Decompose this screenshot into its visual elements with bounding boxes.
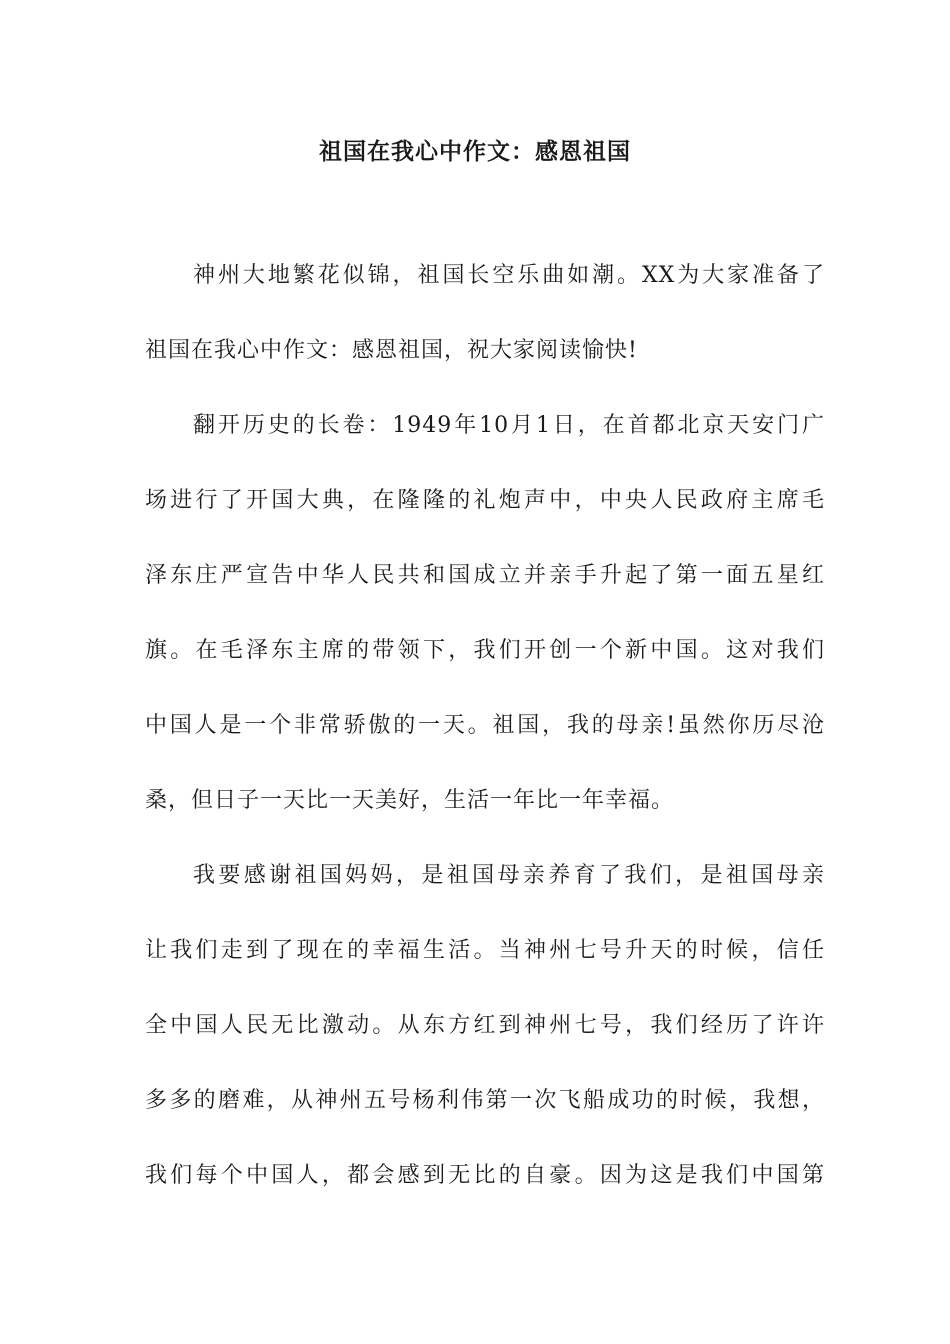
paragraph-2 <box>145 388 825 838</box>
paragraph-line: 我们每个中国人，都会感到无比的自豪。因为这是我们中国第 <box>145 1163 825 1188</box>
paragraph-line: 场进行了开国大典，在隆隆的礼炮声中，中央人民政府主席毛 <box>145 488 825 513</box>
paragraph-line: 让我们走到了现在的幸福生活。当神州七号升天的时候，信任 <box>145 938 825 963</box>
paragraph-line: 我要感谢祖国妈妈，是祖国母亲养育了我们，是祖国母亲 <box>193 863 825 888</box>
paragraph-line: 中国人是一个非常骄傲的一天。祖国，我的母亲!虽然你历尽沧 <box>145 713 825 738</box>
paragraph-line: 多多的磨难，从神州五号杨利伟第一次飞船成功的时候，我想， <box>145 1088 825 1113</box>
document-title: 祖国在我心中作文：感恩祖国 <box>319 138 631 165</box>
paragraph-3 <box>145 838 825 1213</box>
paragraph-line: 全中国人民无比激动。从东方红到神州七号，我们经历了许许 <box>145 1013 825 1038</box>
paragraph-line: 泽东庄严宣告中华人民共和国成立并亲手升起了第一面五星红 <box>145 563 825 588</box>
document-body <box>145 238 825 1213</box>
paragraph-line: 祖国在我心中作文：感恩祖国，祝大家阅读愉快! <box>145 338 638 363</box>
paragraph-1 <box>145 238 825 388</box>
paragraph-line: 旗。在毛泽东主席的带领下，我们开创一个新中国。这对我们 <box>145 638 825 663</box>
paragraph-line: 翻开历史的长卷：1949年10月1日，在首都北京天安门广 <box>193 413 825 438</box>
paragraph-line: 桑，但日子一天比一天美好，生活一年比一年幸福。 <box>145 788 675 813</box>
paragraph-line: 神州大地繁花似锦，祖国长空乐曲如潮。XX为大家准备了 <box>193 263 825 288</box>
